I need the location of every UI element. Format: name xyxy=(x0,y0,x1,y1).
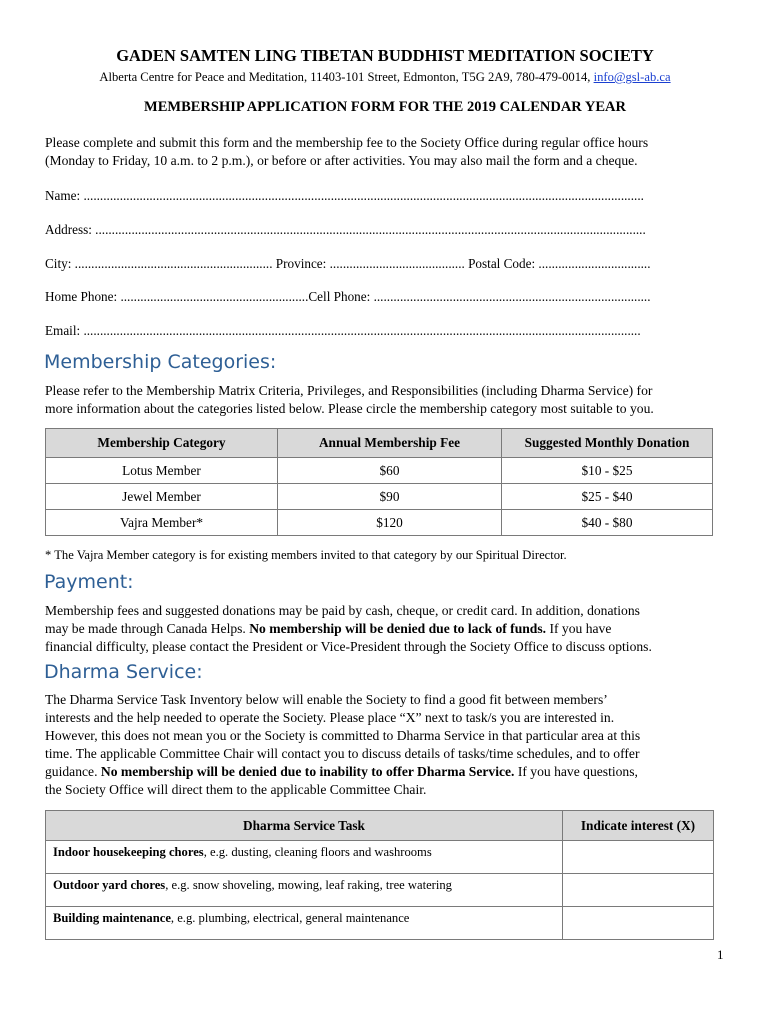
vajra-note: * The Vajra Member category is for existing members invited to that category by our Spiritual Director. xyxy=(45,548,567,562)
name-field[interactable]: Name: .......................................................................................................................................................................... xyxy=(45,188,644,203)
dharma-line-2: interests and the help needed to operate the Society. Please place “X” next to task/s you are interested in. xyxy=(45,710,615,725)
dharma-emphasis: No membership will be denied due to inability to offer Dharma Service. xyxy=(100,764,515,779)
fee-cell: $90 xyxy=(278,484,502,510)
phone-fields[interactable]: Home Phone: .........................................................Cell Phone: .................................................................................... xyxy=(45,289,651,304)
membership-text-1: Please refer to the Membership Matrix Criteria, Privileges, and Responsibilities (including Dharma Service) for xyxy=(45,383,653,398)
dharma-line-1: The Dharma Service Task Inventory below will enable the Society to find a good fit between members’ xyxy=(45,692,608,707)
address-field[interactable]: Address: ....................................................................................................................................................................... xyxy=(45,222,646,237)
task-name: Building maintenance xyxy=(53,911,171,925)
fee-cell: $120 xyxy=(278,510,502,536)
form-title: MEMBERSHIP APPLICATION FORM FOR THE 2019 CALENDAR YEAR xyxy=(144,99,626,115)
task-detail: , e.g. snow shoveling, mowing, leaf raking, tree watering xyxy=(165,878,452,892)
column-header: Annual Membership Fee xyxy=(278,429,502,458)
column-header: Suggested Monthly Donation xyxy=(502,429,713,458)
table-row xyxy=(46,907,714,940)
table-row xyxy=(46,874,714,907)
donation-cell: $25 - $40 xyxy=(502,484,713,510)
task-cell xyxy=(46,907,563,940)
donation-cell: $10 - $25 xyxy=(502,458,713,484)
dharma-text: If you have questions, xyxy=(514,764,638,779)
column-header: Dharma Service Task xyxy=(46,811,563,841)
task-cell xyxy=(46,874,563,907)
address-text: Alberta Centre for Peace and Meditation, 11403-101 Street, Edmonton, T5G 2A9, 780-479-0014, xyxy=(99,70,594,84)
payment-text: If you have xyxy=(546,621,612,636)
page-number: 1 xyxy=(717,947,724,962)
column-header: Membership Category xyxy=(46,429,278,458)
dharma-service-table xyxy=(45,810,714,940)
payment-line-1: Membership fees and suggested donations may be paid by cash, cheque, or credit card. In addition, donations xyxy=(45,603,640,618)
payment-emphasis: No membership will be denied due to lack of funds. xyxy=(249,621,547,636)
category-cell[interactable]: Vajra Member* xyxy=(46,510,278,536)
dharma-table-header xyxy=(46,811,714,841)
task-cell xyxy=(46,841,563,874)
dharma-line-6: the Society Office will direct them to the applicable Committee Chair. xyxy=(45,782,427,797)
table-row[interactable] xyxy=(46,458,713,484)
intro-line-1: Please complete and submit this form and the membership fee to the Society Office during regular office hours xyxy=(45,135,649,150)
payment-text: may be made through Canada Helps. xyxy=(45,621,250,636)
intro-line-2: (Monday to Friday, 10 a.m. to 2 p.m.), or before or after activities. You may also mail the form and a cheque. xyxy=(45,153,638,168)
membership-text-2: more information about the categories listed below. Please circle the membership category most suitable to you. xyxy=(45,401,654,416)
dharma-text: guidance. xyxy=(45,764,101,779)
membership-table-header xyxy=(46,429,713,458)
table-row[interactable] xyxy=(46,484,713,510)
column-header: Indicate interest (X) xyxy=(563,811,714,841)
payment-heading: Payment: xyxy=(44,571,134,593)
interest-input-cell[interactable] xyxy=(563,874,714,907)
interest-input-cell[interactable] xyxy=(563,907,714,940)
membership-heading: Membership Categories: xyxy=(44,351,277,373)
table-row[interactable] xyxy=(46,510,713,536)
payment-line-2 xyxy=(45,620,730,638)
category-cell[interactable]: Lotus Member xyxy=(46,458,278,484)
dharma-line-5 xyxy=(45,763,730,781)
membership-table xyxy=(45,428,713,536)
organization-address xyxy=(0,68,770,86)
task-name: Indoor housekeeping chores xyxy=(53,845,204,859)
dharma-line-3: However, this does not mean you or the Society is committed to Dharma Service in that particular area at this xyxy=(45,728,641,743)
task-detail: , e.g. dusting, cleaning floors and washrooms xyxy=(203,845,432,859)
table-row xyxy=(46,841,714,874)
task-name: Outdoor yard chores xyxy=(53,878,166,892)
email-link[interactable]: info@gsl-ab.ca xyxy=(593,70,671,84)
email-field[interactable]: Email: ......................................................................................................................................................................... xyxy=(45,323,641,338)
category-cell[interactable]: Jewel Member xyxy=(46,484,278,510)
donation-cell: $40 - $80 xyxy=(502,510,713,536)
task-detail: , e.g. plumbing, electrical, general maintenance xyxy=(170,911,410,925)
interest-input-cell[interactable] xyxy=(563,841,714,874)
city-province-postal-field[interactable]: City: ............................................................ Province: ......................................... Postal Code: .................................. xyxy=(45,256,651,271)
fee-cell: $60 xyxy=(278,458,502,484)
dharma-heading: Dharma Service: xyxy=(44,661,203,683)
dharma-line-4: time. The applicable Committee Chair will contact you to discuss details of tasks/time schedules, and to offer xyxy=(45,746,640,761)
organization-name: GADEN SAMTEN LING TIBETAN BUDDHIST MEDITATION SOCIETY xyxy=(116,46,654,65)
payment-line-3: financial difficulty, please contact the President or Vice-President through the Society Office to discuss options. xyxy=(45,639,652,654)
